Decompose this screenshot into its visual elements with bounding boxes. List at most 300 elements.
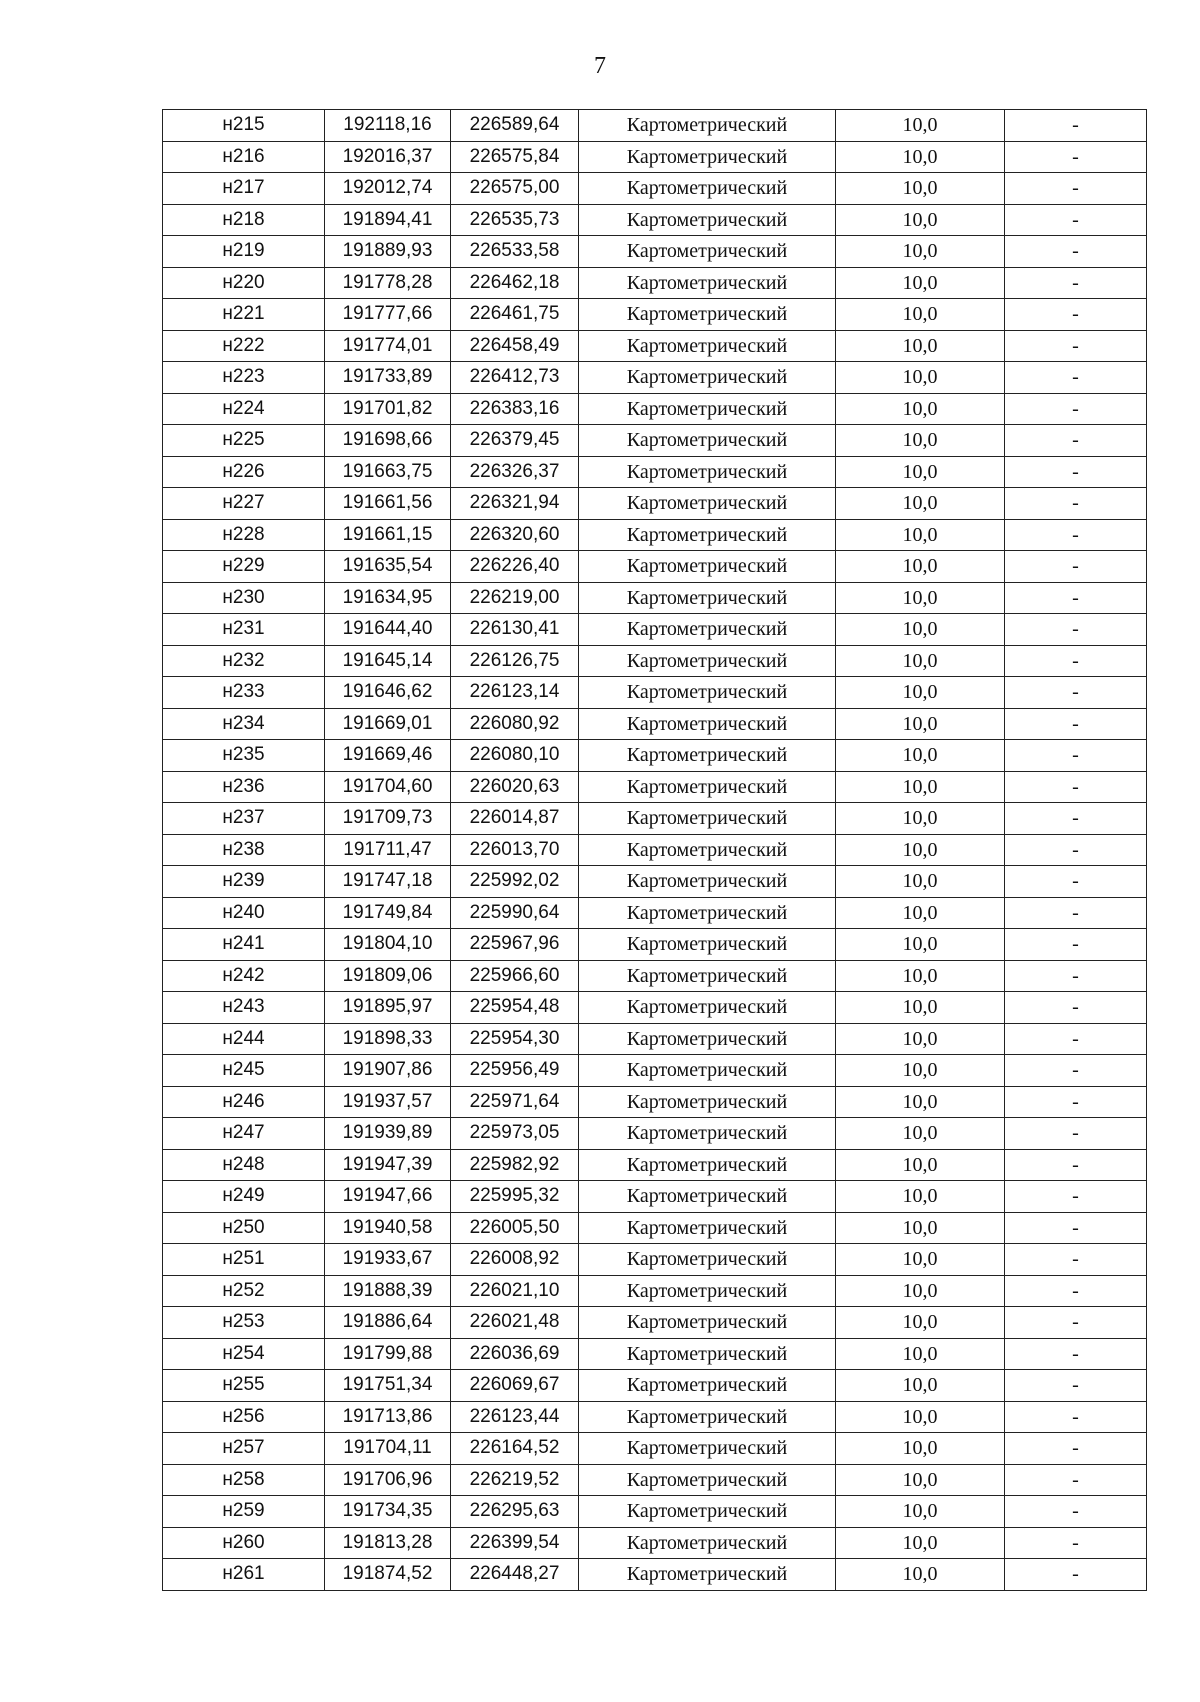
accuracy-cell: 10,0 bbox=[836, 173, 1005, 205]
x-coordinate-cell: 192016,37 bbox=[325, 141, 451, 173]
point-number-cell: н257 bbox=[163, 1433, 325, 1465]
description-cell: - bbox=[1005, 141, 1147, 173]
y-coordinate-cell: 226164,52 bbox=[451, 1433, 579, 1465]
table-row bbox=[163, 519, 1147, 551]
x-coordinate-cell: 191669,46 bbox=[325, 740, 451, 772]
x-coordinate-cell: 191907,86 bbox=[325, 1055, 451, 1087]
point-number-cell: н216 bbox=[163, 141, 325, 173]
accuracy-cell: 10,0 bbox=[836, 582, 1005, 614]
description-cell: - bbox=[1005, 110, 1147, 142]
point-number-cell: н220 bbox=[163, 267, 325, 299]
x-coordinate-cell: 191813,28 bbox=[325, 1527, 451, 1559]
y-coordinate-cell: 225982,92 bbox=[451, 1149, 579, 1181]
accuracy-cell: 10,0 bbox=[836, 645, 1005, 677]
x-coordinate-cell: 191947,66 bbox=[325, 1181, 451, 1213]
x-coordinate-cell: 191706,96 bbox=[325, 1464, 451, 1496]
table-row bbox=[163, 1559, 1147, 1591]
x-coordinate-cell: 191888,39 bbox=[325, 1275, 451, 1307]
description-cell: - bbox=[1005, 299, 1147, 331]
method-cell: Картометрический bbox=[579, 866, 836, 898]
table-row bbox=[163, 488, 1147, 520]
page-number: 7 bbox=[594, 53, 606, 79]
description-cell: - bbox=[1005, 488, 1147, 520]
table-row bbox=[163, 866, 1147, 898]
description-cell: - bbox=[1005, 614, 1147, 646]
method-cell: Картометрический bbox=[579, 141, 836, 173]
table-row bbox=[163, 362, 1147, 394]
accuracy-cell: 10,0 bbox=[836, 1086, 1005, 1118]
description-cell: - bbox=[1005, 645, 1147, 677]
table-row bbox=[163, 740, 1147, 772]
description-cell: - bbox=[1005, 803, 1147, 835]
y-coordinate-cell: 226080,10 bbox=[451, 740, 579, 772]
description-cell: - bbox=[1005, 551, 1147, 583]
x-coordinate-cell: 191777,66 bbox=[325, 299, 451, 331]
method-cell: Картометрический bbox=[579, 1023, 836, 1055]
y-coordinate-cell: 226535,73 bbox=[451, 204, 579, 236]
x-coordinate-cell: 191874,52 bbox=[325, 1559, 451, 1591]
accuracy-cell: 10,0 bbox=[836, 1118, 1005, 1150]
y-coordinate-cell: 226020,63 bbox=[451, 771, 579, 803]
point-number-cell: н233 bbox=[163, 677, 325, 709]
description-cell: - bbox=[1005, 362, 1147, 394]
point-number-cell: н244 bbox=[163, 1023, 325, 1055]
description-cell: - bbox=[1005, 1086, 1147, 1118]
method-cell: Картометрический bbox=[579, 393, 836, 425]
y-coordinate-cell: 226219,00 bbox=[451, 582, 579, 614]
method-cell: Картометрический bbox=[579, 1149, 836, 1181]
y-coordinate-cell: 226014,87 bbox=[451, 803, 579, 835]
table-row bbox=[163, 708, 1147, 740]
accuracy-cell: 10,0 bbox=[836, 834, 1005, 866]
description-cell: - bbox=[1005, 582, 1147, 614]
table-row bbox=[163, 929, 1147, 961]
method-cell: Картометрический bbox=[579, 267, 836, 299]
method-cell: Картометрический bbox=[579, 992, 836, 1024]
method-cell: Картометрический bbox=[579, 110, 836, 142]
y-coordinate-cell: 226013,70 bbox=[451, 834, 579, 866]
x-coordinate-cell: 191661,15 bbox=[325, 519, 451, 551]
point-number-cell: н217 bbox=[163, 173, 325, 205]
description-cell: - bbox=[1005, 267, 1147, 299]
x-coordinate-cell: 191804,10 bbox=[325, 929, 451, 961]
y-coordinate-cell: 226021,10 bbox=[451, 1275, 579, 1307]
point-number-cell: н238 bbox=[163, 834, 325, 866]
table-row bbox=[163, 1275, 1147, 1307]
table-row bbox=[163, 267, 1147, 299]
description-cell: - bbox=[1005, 1181, 1147, 1213]
table-row bbox=[163, 1370, 1147, 1402]
method-cell: Картометрический bbox=[579, 897, 836, 929]
accuracy-cell: 10,0 bbox=[836, 110, 1005, 142]
method-cell: Картометрический bbox=[579, 803, 836, 835]
point-number-cell: н251 bbox=[163, 1244, 325, 1276]
description-cell: - bbox=[1005, 204, 1147, 236]
method-cell: Картометрический bbox=[579, 362, 836, 394]
table-row bbox=[163, 645, 1147, 677]
accuracy-cell: 10,0 bbox=[836, 1055, 1005, 1087]
x-coordinate-cell: 191889,93 bbox=[325, 236, 451, 268]
description-cell: - bbox=[1005, 929, 1147, 961]
table-row bbox=[163, 614, 1147, 646]
table-row bbox=[163, 425, 1147, 457]
description-cell: - bbox=[1005, 708, 1147, 740]
x-coordinate-cell: 191711,47 bbox=[325, 834, 451, 866]
accuracy-cell: 10,0 bbox=[836, 456, 1005, 488]
y-coordinate-cell: 226589,64 bbox=[451, 110, 579, 142]
point-number-cell: н256 bbox=[163, 1401, 325, 1433]
method-cell: Картометрический bbox=[579, 1055, 836, 1087]
accuracy-cell: 10,0 bbox=[836, 1559, 1005, 1591]
x-coordinate-cell: 191733,89 bbox=[325, 362, 451, 394]
y-coordinate-cell: 226575,00 bbox=[451, 173, 579, 205]
accuracy-cell: 10,0 bbox=[836, 1464, 1005, 1496]
table-row bbox=[163, 677, 1147, 709]
description-cell: - bbox=[1005, 1464, 1147, 1496]
x-coordinate-cell: 191698,66 bbox=[325, 425, 451, 457]
table-row bbox=[163, 1149, 1147, 1181]
table-row bbox=[163, 1212, 1147, 1244]
point-number-cell: н229 bbox=[163, 551, 325, 583]
y-coordinate-cell: 226005,50 bbox=[451, 1212, 579, 1244]
accuracy-cell: 10,0 bbox=[836, 519, 1005, 551]
x-coordinate-cell: 191704,60 bbox=[325, 771, 451, 803]
y-coordinate-cell: 225967,96 bbox=[451, 929, 579, 961]
x-coordinate-cell: 191635,54 bbox=[325, 551, 451, 583]
y-coordinate-cell: 225956,49 bbox=[451, 1055, 579, 1087]
point-number-cell: н234 bbox=[163, 708, 325, 740]
description-cell: - bbox=[1005, 236, 1147, 268]
point-number-cell: н218 bbox=[163, 204, 325, 236]
table-row bbox=[163, 1055, 1147, 1087]
table-row bbox=[163, 236, 1147, 268]
x-coordinate-cell: 191939,89 bbox=[325, 1118, 451, 1150]
accuracy-cell: 10,0 bbox=[836, 1307, 1005, 1339]
y-coordinate-cell: 226036,69 bbox=[451, 1338, 579, 1370]
y-coordinate-cell: 226412,73 bbox=[451, 362, 579, 394]
y-coordinate-cell: 226126,75 bbox=[451, 645, 579, 677]
method-cell: Картометрический bbox=[579, 960, 836, 992]
method-cell: Картометрический bbox=[579, 456, 836, 488]
y-coordinate-cell: 226458,49 bbox=[451, 330, 579, 362]
table-row bbox=[163, 1338, 1147, 1370]
description-cell: - bbox=[1005, 771, 1147, 803]
x-coordinate-cell: 191663,75 bbox=[325, 456, 451, 488]
method-cell: Картометрический bbox=[579, 677, 836, 709]
description-cell: - bbox=[1005, 1212, 1147, 1244]
point-number-cell: н230 bbox=[163, 582, 325, 614]
table-row bbox=[163, 834, 1147, 866]
x-coordinate-cell: 191940,58 bbox=[325, 1212, 451, 1244]
accuracy-cell: 10,0 bbox=[836, 992, 1005, 1024]
point-number-cell: н215 bbox=[163, 110, 325, 142]
table-row bbox=[163, 1086, 1147, 1118]
point-number-cell: н236 bbox=[163, 771, 325, 803]
accuracy-cell: 10,0 bbox=[836, 1244, 1005, 1276]
method-cell: Картометрический bbox=[579, 1275, 836, 1307]
accuracy-cell: 10,0 bbox=[836, 929, 1005, 961]
y-coordinate-cell: 226123,14 bbox=[451, 677, 579, 709]
description-cell: - bbox=[1005, 834, 1147, 866]
description-cell: - bbox=[1005, 1023, 1147, 1055]
method-cell: Картометрический bbox=[579, 1370, 836, 1402]
description-cell: - bbox=[1005, 393, 1147, 425]
description-cell: - bbox=[1005, 1496, 1147, 1528]
method-cell: Картометрический bbox=[579, 1118, 836, 1150]
y-coordinate-cell: 226226,40 bbox=[451, 551, 579, 583]
y-coordinate-cell: 226321,94 bbox=[451, 488, 579, 520]
method-cell: Картометрический bbox=[579, 551, 836, 583]
y-coordinate-cell: 226448,27 bbox=[451, 1559, 579, 1591]
point-number-cell: н225 bbox=[163, 425, 325, 457]
table-row bbox=[163, 582, 1147, 614]
description-cell: - bbox=[1005, 1118, 1147, 1150]
x-coordinate-cell: 191661,56 bbox=[325, 488, 451, 520]
point-number-cell: н235 bbox=[163, 740, 325, 772]
table-row bbox=[163, 803, 1147, 835]
accuracy-cell: 10,0 bbox=[836, 1338, 1005, 1370]
y-coordinate-cell: 226383,16 bbox=[451, 393, 579, 425]
y-coordinate-cell: 226461,75 bbox=[451, 299, 579, 331]
accuracy-cell: 10,0 bbox=[836, 897, 1005, 929]
method-cell: Картометрический bbox=[579, 488, 836, 520]
x-coordinate-cell: 191701,82 bbox=[325, 393, 451, 425]
description-cell: - bbox=[1005, 677, 1147, 709]
description-cell: - bbox=[1005, 897, 1147, 929]
table-row bbox=[163, 992, 1147, 1024]
y-coordinate-cell: 226320,60 bbox=[451, 519, 579, 551]
accuracy-cell: 10,0 bbox=[836, 393, 1005, 425]
y-coordinate-cell: 226379,45 bbox=[451, 425, 579, 457]
method-cell: Картометрический bbox=[579, 740, 836, 772]
y-coordinate-cell: 225971,64 bbox=[451, 1086, 579, 1118]
point-number-cell: н261 bbox=[163, 1559, 325, 1591]
y-coordinate-cell: 226462,18 bbox=[451, 267, 579, 299]
point-number-cell: н258 bbox=[163, 1464, 325, 1496]
accuracy-cell: 10,0 bbox=[836, 267, 1005, 299]
accuracy-cell: 10,0 bbox=[836, 330, 1005, 362]
table-row bbox=[163, 173, 1147, 205]
x-coordinate-cell: 191749,84 bbox=[325, 897, 451, 929]
accuracy-cell: 10,0 bbox=[836, 1212, 1005, 1244]
accuracy-cell: 10,0 bbox=[836, 1401, 1005, 1433]
x-coordinate-cell: 191713,86 bbox=[325, 1401, 451, 1433]
x-coordinate-cell: 191634,95 bbox=[325, 582, 451, 614]
description-cell: - bbox=[1005, 740, 1147, 772]
y-coordinate-cell: 225954,30 bbox=[451, 1023, 579, 1055]
accuracy-cell: 10,0 bbox=[836, 1433, 1005, 1465]
point-number-cell: н241 bbox=[163, 929, 325, 961]
accuracy-cell: 10,0 bbox=[836, 141, 1005, 173]
method-cell: Картометрический bbox=[579, 173, 836, 205]
coordinates-table-body bbox=[163, 110, 1147, 1591]
y-coordinate-cell: 226080,92 bbox=[451, 708, 579, 740]
accuracy-cell: 10,0 bbox=[836, 677, 1005, 709]
method-cell: Картометрический bbox=[579, 771, 836, 803]
accuracy-cell: 10,0 bbox=[836, 236, 1005, 268]
description-cell: - bbox=[1005, 1275, 1147, 1307]
accuracy-cell: 10,0 bbox=[836, 866, 1005, 898]
y-coordinate-cell: 226069,67 bbox=[451, 1370, 579, 1402]
point-number-cell: н242 bbox=[163, 960, 325, 992]
point-number-cell: н259 bbox=[163, 1496, 325, 1528]
x-coordinate-cell: 191895,97 bbox=[325, 992, 451, 1024]
accuracy-cell: 10,0 bbox=[836, 488, 1005, 520]
y-coordinate-cell: 226399,54 bbox=[451, 1527, 579, 1559]
method-cell: Картометрический bbox=[579, 1307, 836, 1339]
table-row bbox=[163, 1307, 1147, 1339]
description-cell: - bbox=[1005, 1149, 1147, 1181]
method-cell: Картометрический bbox=[579, 1244, 836, 1276]
y-coordinate-cell: 226123,44 bbox=[451, 1401, 579, 1433]
point-number-cell: н254 bbox=[163, 1338, 325, 1370]
point-number-cell: н222 bbox=[163, 330, 325, 362]
description-cell: - bbox=[1005, 1401, 1147, 1433]
x-coordinate-cell: 191774,01 bbox=[325, 330, 451, 362]
method-cell: Картометрический bbox=[579, 1181, 836, 1213]
point-number-cell: н243 bbox=[163, 992, 325, 1024]
description-cell: - bbox=[1005, 1307, 1147, 1339]
accuracy-cell: 10,0 bbox=[836, 708, 1005, 740]
table-row bbox=[163, 551, 1147, 583]
point-number-cell: н245 bbox=[163, 1055, 325, 1087]
y-coordinate-cell: 226008,92 bbox=[451, 1244, 579, 1276]
description-cell: - bbox=[1005, 1433, 1147, 1465]
x-coordinate-cell: 191646,62 bbox=[325, 677, 451, 709]
method-cell: Картометрический bbox=[579, 299, 836, 331]
point-number-cell: н247 bbox=[163, 1118, 325, 1150]
accuracy-cell: 10,0 bbox=[836, 803, 1005, 835]
point-number-cell: н232 bbox=[163, 645, 325, 677]
x-coordinate-cell: 191947,39 bbox=[325, 1149, 451, 1181]
point-number-cell: н226 bbox=[163, 456, 325, 488]
x-coordinate-cell: 191933,67 bbox=[325, 1244, 451, 1276]
x-coordinate-cell: 191747,18 bbox=[325, 866, 451, 898]
point-number-cell: н246 bbox=[163, 1086, 325, 1118]
y-coordinate-cell: 225990,64 bbox=[451, 897, 579, 929]
point-number-cell: н253 bbox=[163, 1307, 325, 1339]
y-coordinate-cell: 225966,60 bbox=[451, 960, 579, 992]
table-row bbox=[163, 110, 1147, 142]
accuracy-cell: 10,0 bbox=[836, 299, 1005, 331]
accuracy-cell: 10,0 bbox=[836, 1149, 1005, 1181]
accuracy-cell: 10,0 bbox=[836, 362, 1005, 394]
accuracy-cell: 10,0 bbox=[836, 614, 1005, 646]
method-cell: Картометрический bbox=[579, 582, 836, 614]
accuracy-cell: 10,0 bbox=[836, 1527, 1005, 1559]
point-number-cell: н252 bbox=[163, 1275, 325, 1307]
point-number-cell: н231 bbox=[163, 614, 325, 646]
table-row bbox=[163, 897, 1147, 929]
x-coordinate-cell: 192118,16 bbox=[325, 110, 451, 142]
method-cell: Картометрический bbox=[579, 1433, 836, 1465]
point-number-cell: н228 bbox=[163, 519, 325, 551]
table-row bbox=[163, 1118, 1147, 1150]
table-row bbox=[163, 204, 1147, 236]
y-coordinate-cell: 226326,37 bbox=[451, 456, 579, 488]
description-cell: - bbox=[1005, 1527, 1147, 1559]
description-cell: - bbox=[1005, 960, 1147, 992]
table-row bbox=[163, 1244, 1147, 1276]
table-row bbox=[163, 393, 1147, 425]
point-number-cell: н227 bbox=[163, 488, 325, 520]
y-coordinate-cell: 226533,58 bbox=[451, 236, 579, 268]
point-number-cell: н219 bbox=[163, 236, 325, 268]
x-coordinate-cell: 191937,57 bbox=[325, 1086, 451, 1118]
point-number-cell: н240 bbox=[163, 897, 325, 929]
x-coordinate-cell: 191751,34 bbox=[325, 1370, 451, 1402]
method-cell: Картометрический bbox=[579, 204, 836, 236]
point-number-cell: н237 bbox=[163, 803, 325, 835]
table-row bbox=[163, 771, 1147, 803]
y-coordinate-cell: 225992,02 bbox=[451, 866, 579, 898]
method-cell: Картометрический bbox=[579, 236, 836, 268]
table-row bbox=[163, 299, 1147, 331]
x-coordinate-cell: 191644,40 bbox=[325, 614, 451, 646]
accuracy-cell: 10,0 bbox=[836, 204, 1005, 236]
description-cell: - bbox=[1005, 456, 1147, 488]
x-coordinate-cell: 191898,33 bbox=[325, 1023, 451, 1055]
x-coordinate-cell: 191645,14 bbox=[325, 645, 451, 677]
description-cell: - bbox=[1005, 866, 1147, 898]
accuracy-cell: 10,0 bbox=[836, 1496, 1005, 1528]
point-number-cell: н248 bbox=[163, 1149, 325, 1181]
x-coordinate-cell: 191704,11 bbox=[325, 1433, 451, 1465]
accuracy-cell: 10,0 bbox=[836, 771, 1005, 803]
y-coordinate-cell: 225973,05 bbox=[451, 1118, 579, 1150]
description-cell: - bbox=[1005, 1338, 1147, 1370]
accuracy-cell: 10,0 bbox=[836, 425, 1005, 457]
accuracy-cell: 10,0 bbox=[836, 551, 1005, 583]
coordinates-table bbox=[162, 109, 1147, 1591]
method-cell: Картометрический bbox=[579, 425, 836, 457]
table-row bbox=[163, 456, 1147, 488]
method-cell: Картометрический bbox=[579, 1496, 836, 1528]
x-coordinate-cell: 191778,28 bbox=[325, 267, 451, 299]
description-cell: - bbox=[1005, 1559, 1147, 1591]
table-row bbox=[163, 1464, 1147, 1496]
point-number-cell: н224 bbox=[163, 393, 325, 425]
method-cell: Картометрический bbox=[579, 708, 836, 740]
description-cell: - bbox=[1005, 1055, 1147, 1087]
x-coordinate-cell: 191709,73 bbox=[325, 803, 451, 835]
method-cell: Картометрический bbox=[579, 1212, 836, 1244]
point-number-cell: н255 bbox=[163, 1370, 325, 1402]
y-coordinate-cell: 226575,84 bbox=[451, 141, 579, 173]
y-coordinate-cell: 226021,48 bbox=[451, 1307, 579, 1339]
method-cell: Картометрический bbox=[579, 330, 836, 362]
table-row bbox=[163, 1023, 1147, 1055]
accuracy-cell: 10,0 bbox=[836, 1023, 1005, 1055]
table-row bbox=[163, 960, 1147, 992]
point-number-cell: н260 bbox=[163, 1527, 325, 1559]
y-coordinate-cell: 226219,52 bbox=[451, 1464, 579, 1496]
description-cell: - bbox=[1005, 425, 1147, 457]
table-row bbox=[163, 330, 1147, 362]
method-cell: Картометрический bbox=[579, 519, 836, 551]
table-row bbox=[163, 141, 1147, 173]
table-row bbox=[163, 1181, 1147, 1213]
point-number-cell: н249 bbox=[163, 1181, 325, 1213]
y-coordinate-cell: 226130,41 bbox=[451, 614, 579, 646]
point-number-cell: н221 bbox=[163, 299, 325, 331]
x-coordinate-cell: 191734,35 bbox=[325, 1496, 451, 1528]
y-coordinate-cell: 225954,48 bbox=[451, 992, 579, 1024]
table-row bbox=[163, 1496, 1147, 1528]
method-cell: Картометрический bbox=[579, 1338, 836, 1370]
description-cell: - bbox=[1005, 1244, 1147, 1276]
point-number-cell: н250 bbox=[163, 1212, 325, 1244]
